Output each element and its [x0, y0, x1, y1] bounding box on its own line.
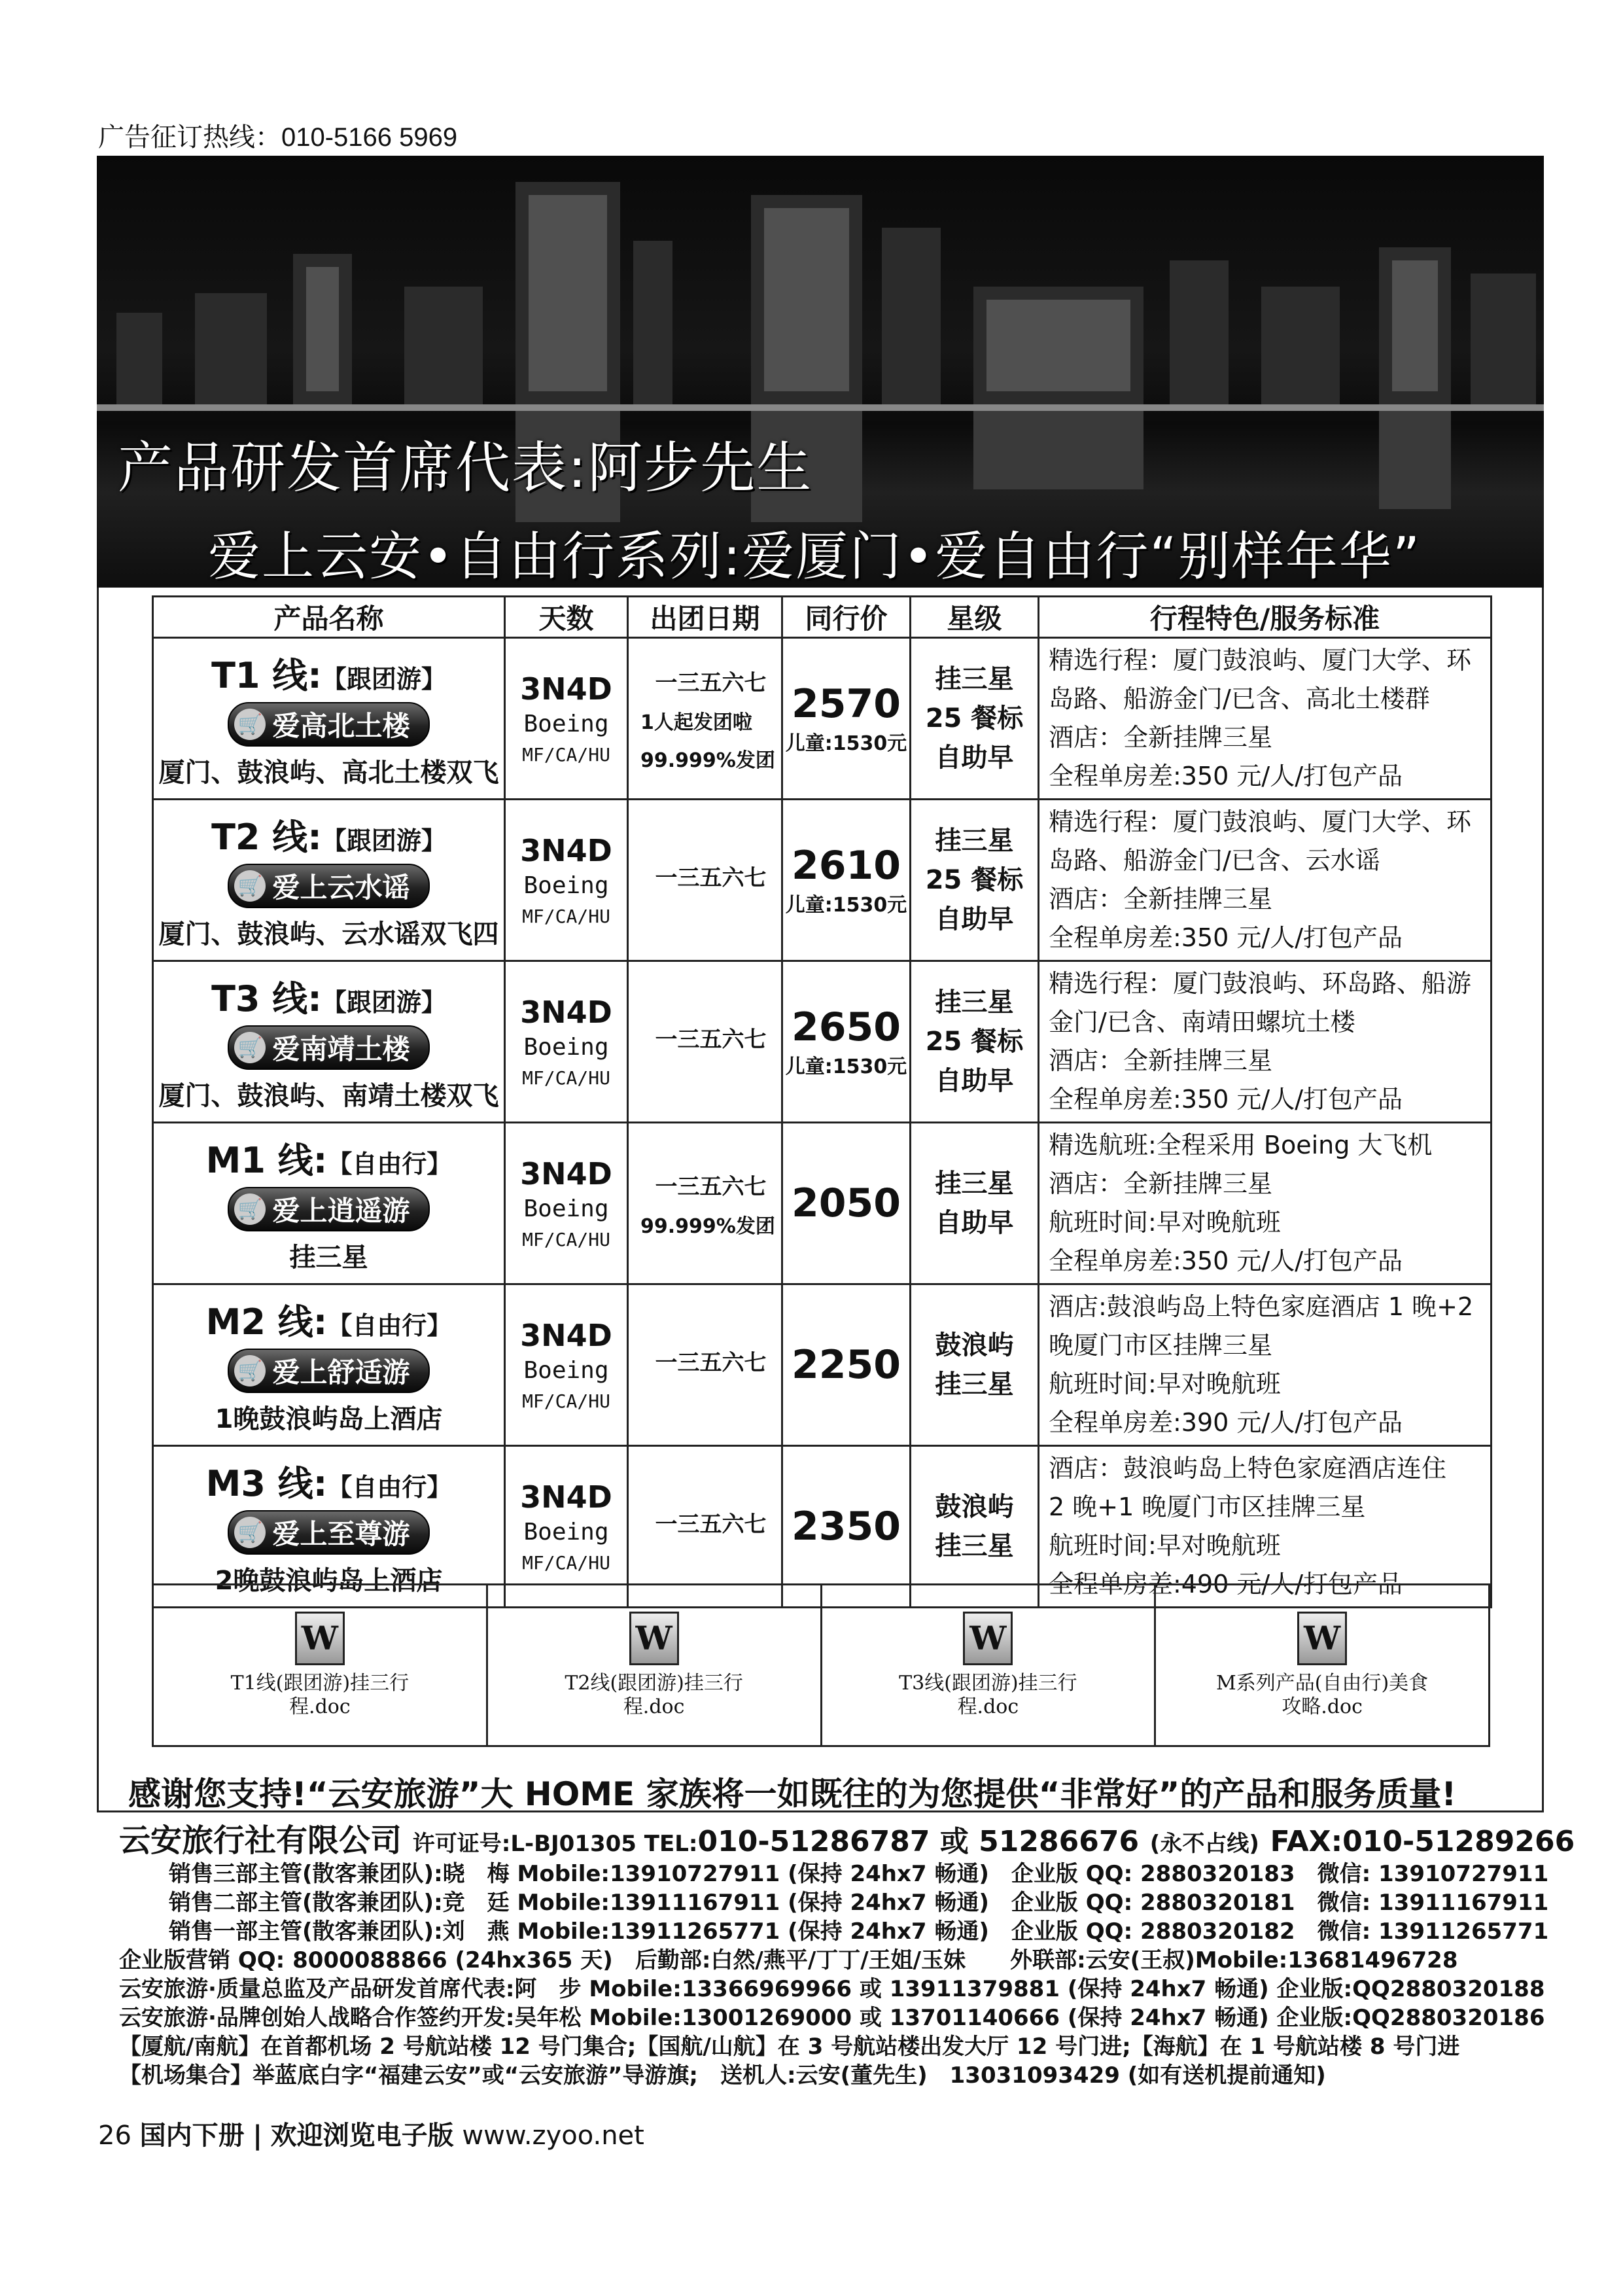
line-name: M3 线: [205, 1463, 328, 1504]
feature-line: 精选航班:全程采用 Boeing 大飞机 [1049, 1131, 1433, 1159]
price-cell [782, 1123, 911, 1284]
product-badge-button[interactable] [228, 702, 429, 747]
feature-line: 精选行程：厦门鼓浪屿、厦门大学、环 [1049, 807, 1472, 836]
duration-cell [505, 638, 628, 800]
feature-line: 酒店：全新挂牌三星 [1049, 1046, 1273, 1075]
cart-icon: 🛒 [234, 870, 266, 902]
star-info: 挂三星 [935, 987, 1014, 1017]
company-name: 云安旅行社有限公司 [119, 1822, 402, 1859]
ad-hotline: 广告征订热线：010-5166 5969 [98, 123, 458, 152]
line-name: M2 线: [205, 1301, 328, 1343]
header-cell: 天数 [505, 597, 628, 638]
badge-label: 爱上舒适游 [272, 1356, 410, 1388]
departure-days: 一三五六七 [655, 1026, 767, 1053]
duration-cell [505, 961, 628, 1123]
feature-line: 航班时间:早对晚航班 [1049, 1531, 1281, 1560]
badge-label: 爱上云水谣 [272, 872, 410, 904]
product-cell [153, 800, 505, 961]
airlines: MF/CA/HU [522, 1390, 610, 1412]
page-footer [98, 2115, 644, 2152]
badge-label: 爱上逍遥游 [272, 1195, 410, 1227]
product-table [152, 595, 1492, 1608]
line-name: M1 线: [205, 1140, 328, 1181]
feature-line: 岛路、船游金门/已含、云水谣 [1049, 846, 1380, 875]
table-row [153, 961, 1492, 1123]
word-doc-icon: W [295, 1612, 345, 1665]
duration: 3N4D [520, 1318, 612, 1353]
departure-cell [628, 961, 782, 1123]
price-cell [782, 638, 911, 800]
star-info: 25 餐标 [925, 703, 1024, 733]
doc-name: T3线(跟团游)挂三行程.doc [899, 1672, 1077, 1718]
footer-text: 欢迎浏览电子版 [270, 2121, 454, 2151]
section-name: 国内下册 [139, 2121, 245, 2151]
contact-line: 销售三部主管(散客兼团队):晓 梅 Mobile:13910727911 (保持 24hx7 畅通) 企业版 QQ: 2880320183 微信: 13910727911 [169, 1861, 1549, 1887]
tour-type: 【跟团游】 [321, 988, 446, 1017]
price: 2610 [792, 843, 901, 889]
child-price: 儿童:1530元 [785, 894, 907, 917]
star-info: 挂三星 [935, 1369, 1014, 1400]
airlines: MF/CA/HU [522, 1229, 610, 1250]
duration: 3N4D [520, 1479, 612, 1515]
feature-line: 全程单房差:350 元/人/打包产品 [1049, 923, 1403, 952]
route: 厦门、鼓浪屿、南靖土楼双飞 [158, 1081, 499, 1111]
doc-name: T2线(跟团游)挂三行程.doc [565, 1672, 743, 1718]
badge-label: 爱南靖土楼 [272, 1033, 410, 1065]
child-price: 儿童:1530元 [785, 732, 907, 755]
star-info: 25 餐标 [925, 865, 1024, 895]
contact-line: 销售一部主管(散客兼团队):刘 燕 Mobile:13911265771 (保持 24hx7 畅通) 企业版 QQ: 2880320182 微信: 13911265771 [169, 1918, 1549, 1945]
doc-attachment[interactable] [487, 1585, 821, 1746]
price-cell [782, 961, 911, 1123]
departure-days: 一三五六七 [655, 1173, 767, 1200]
word-doc-icon: W [629, 1612, 679, 1665]
duration-cell [505, 800, 628, 961]
thanks-message: 感谢您支持!“云安旅游”大 HOME 家族将一如既往的为您提供“非常好”的产品和服务质量! [128, 1775, 1457, 1813]
divider: | [253, 2121, 262, 2151]
feature-line: 全程单房差:350 元/人/打包产品 [1049, 1085, 1403, 1114]
feature-line: 航班时间:早对晚航班 [1049, 1208, 1281, 1237]
banner-subtitle: 爱上云安•自由行系列:爱厦门•爱自由行“别样年华” [208, 526, 1422, 587]
price: 2650 [792, 1004, 901, 1050]
star-cell [911, 961, 1039, 1123]
feature-line: 岛路、船游金门/已含、高北土楼群 [1049, 684, 1430, 713]
feature-line: 酒店：全新挂牌三星 [1049, 885, 1273, 913]
star-cell [911, 638, 1039, 800]
price: 2350 [792, 1504, 901, 1549]
airlines: MF/CA/HU [522, 1067, 610, 1089]
telephone: 010-51286787 或 51286676 [697, 1825, 1140, 1858]
star-info: 挂三星 [935, 1531, 1014, 1561]
tour-type: 【自由行】 [327, 1473, 452, 1502]
table-row [153, 638, 1492, 800]
departure-days: 一三五六七 [655, 669, 767, 696]
aircraft: Boeing [523, 872, 609, 899]
contact-line: 企业版营销 QQ: 8000088866 (24hx365 天) 后勤部:白然/燕平/丁丁/王姐/玉妹 外联部:云安(王叔)Mobile:13681496728 [119, 1947, 1458, 1973]
badge-label: 爱高北土楼 [272, 710, 410, 742]
aircraft: Boeing [523, 1195, 609, 1222]
doc-attachment[interactable] [153, 1585, 487, 1746]
product-cell [153, 1284, 505, 1446]
tour-type: 【跟团游】 [321, 665, 446, 694]
header-cell: 星级 [911, 597, 1039, 638]
cart-icon: 🛒 [234, 1032, 266, 1063]
features-cell [1039, 1284, 1492, 1446]
line-name: T3 线: [211, 978, 322, 1019]
company-line [119, 1815, 1575, 1860]
cart-icon: 🛒 [234, 1193, 266, 1225]
header-cell: 产品名称 [153, 597, 505, 638]
star-cell [911, 1123, 1039, 1284]
feature-line: 金门/已含、南靖田螺坑土楼 [1049, 1008, 1355, 1036]
product-badge-button[interactable] [228, 1187, 429, 1231]
departure-cell [628, 800, 782, 961]
license-number: 许可证号:L-BJ01305 TEL: [412, 1831, 698, 1857]
route: 1晚鼓浪屿岛上酒店 [215, 1404, 443, 1434]
word-doc-icon: W [1297, 1612, 1347, 1665]
contact-line: 【机场集合】举蓝底白字“福建云安”或“云安旅游”导游旗; 送机人:云安(董先生) 13031093429 (如有送机提前通知) [119, 2062, 1326, 2089]
telephone-note: (永不占线) [1149, 1831, 1259, 1857]
star-cell [911, 1284, 1039, 1446]
star-info: 挂三星 [935, 664, 1014, 694]
child-price: 儿童:1530元 [785, 1055, 907, 1078]
departure-cell [628, 1123, 782, 1284]
contact-line: 【厦航/南航】在首都机场 2 号航站楼 12 号门集合;【国航/山航】在 3 号航站楼出发大厅 12 号门进;【海航】在 1 号航站楼 8 号门进 [119, 2034, 1460, 2060]
badge-label: 爱上至尊游 [272, 1518, 410, 1550]
airlines: MF/CA/HU [522, 906, 610, 927]
departure-days: 一三五六七 [655, 1349, 767, 1376]
line-name: T1 线: [211, 655, 322, 696]
product-badge-button[interactable] [228, 1510, 429, 1555]
header-cell: 行程特色/服务标准 [1039, 597, 1492, 638]
route: 厦门、鼓浪屿、云水谣双飞四 [158, 919, 499, 949]
airlines: MF/CA/HU [522, 1552, 610, 1574]
departure-note: 99.999%发团 [640, 1214, 775, 1238]
feature-line: 全程单房差:490 元/人/打包产品 [1049, 1570, 1403, 1598]
feature-line: 精选行程：厦门鼓浪屿、环岛路、船游 [1049, 969, 1472, 998]
product-badge-button[interactable] [228, 864, 429, 908]
feature-line: 酒店:鼓浪屿岛上特色家庭酒店 1 晚+2 [1049, 1292, 1474, 1321]
feature-line: 2 晚+1 晚厦门市区挂牌三星 [1049, 1492, 1366, 1521]
price-cell [782, 1284, 911, 1446]
duration-cell [505, 1284, 628, 1446]
price: 2570 [792, 681, 901, 727]
price-cell [782, 800, 911, 961]
features-cell [1039, 1123, 1492, 1284]
duration: 3N4D [520, 671, 612, 707]
aircraft: Boeing [523, 711, 609, 737]
page-number: 26 [98, 2121, 131, 2151]
star-info: 自助早 [935, 743, 1014, 773]
features-cell [1039, 638, 1492, 800]
doc-name: T1线(跟团游)挂三行程.doc [230, 1672, 410, 1718]
feature-line: 全程单房差:350 元/人/打包产品 [1049, 762, 1403, 790]
duration: 3N4D [520, 833, 612, 868]
feature-line: 酒店：鼓浪屿岛上特色家庭酒店连住 [1049, 1454, 1447, 1483]
feature-line: 全程单房差:390 元/人/打包产品 [1049, 1408, 1403, 1437]
aircraft: Boeing [523, 1519, 609, 1545]
tour-type: 【自由行】 [327, 1311, 452, 1340]
departure-days: 一三五六七 [655, 864, 767, 891]
departure-note: 1人起发团啦 [640, 711, 752, 734]
tour-type: 【跟团游】 [321, 826, 446, 855]
header-cell: 出团日期 [628, 597, 782, 638]
price: 2050 [792, 1180, 901, 1226]
product-badge-button[interactable] [228, 1025, 429, 1070]
duration-cell [505, 1123, 628, 1284]
duration: 3N4D [520, 1156, 612, 1192]
product-cell [153, 961, 505, 1123]
cart-icon: 🛒 [234, 1355, 266, 1386]
line-name: T2 线: [211, 817, 322, 858]
fax: FAX:010-51289266 [1270, 1825, 1575, 1858]
header-cell: 同行价 [782, 597, 911, 638]
duration: 3N4D [520, 995, 612, 1030]
departure-days: 一三五六七 [655, 1511, 767, 1538]
contact-line: 销售二部主管(散客兼团队):竞 廷 Mobile:13911167911 (保持 24hx7 畅通) 企业版 QQ: 2880320181 微信: 13911167911 [169, 1890, 1549, 1916]
table-row [153, 800, 1492, 961]
star-info: 鼓浪屿 [935, 1330, 1014, 1360]
feature-line: 晚厦门市区挂牌三星 [1049, 1331, 1273, 1360]
aircraft: Boeing [523, 1357, 609, 1384]
word-doc-icon: W [963, 1612, 1013, 1665]
star-info: 25 餐标 [925, 1027, 1024, 1057]
contact-line: 云安旅游·品牌创始人战略合作签约开发:吴年松 Mobile:13001269000 或 13701140666 (保持 24hx7 畅通) 企业版:QQ2880320186 [119, 2005, 1545, 2031]
feature-line: 全程单房差:350 元/人/打包产品 [1049, 1246, 1403, 1275]
feature-line: 航班时间:早对晚航班 [1049, 1369, 1281, 1398]
airlines: MF/CA/HU [522, 744, 610, 766]
banner [97, 156, 1544, 588]
product-cell [153, 638, 505, 800]
feature-line: 酒店：全新挂牌三星 [1049, 1169, 1273, 1198]
features-cell [1039, 961, 1492, 1123]
attachments-row [152, 1583, 1490, 1747]
star-info: 鼓浪屿 [935, 1492, 1014, 1522]
star-info: 挂三星 [935, 826, 1014, 856]
departure-cell [628, 638, 782, 800]
cart-icon: 🛒 [234, 1517, 266, 1548]
doc-attachment[interactable] [1155, 1585, 1490, 1746]
star-info: 自助早 [935, 1208, 1014, 1238]
feature-line: 精选行程：厦门鼓浪屿、厦门大学、环 [1049, 646, 1472, 675]
star-info: 自助早 [935, 904, 1014, 934]
feature-line: 酒店：全新挂牌三星 [1049, 723, 1273, 752]
product-badge-button[interactable] [228, 1349, 429, 1393]
departure-cell [628, 1284, 782, 1446]
star-info: 自助早 [935, 1066, 1014, 1096]
website-link[interactable]: www.zyoo.net [462, 2121, 644, 2151]
banner-title: 产品研发首席代表:阿步先生 [118, 436, 813, 500]
contact-line: 云安旅游·质量总监及产品研发首席代表:阿 步 Mobile:13366969966 或 13911379881 (保持 24hx7 畅通) 企业版:QQ2880320188 [119, 1976, 1545, 2002]
features-cell [1039, 800, 1492, 961]
aircraft: Boeing [523, 1034, 609, 1061]
doc-attachment[interactable] [821, 1585, 1155, 1746]
star-info: 挂三星 [935, 1169, 1014, 1199]
table-row [153, 1123, 1492, 1284]
price: 2250 [792, 1342, 901, 1388]
star-cell [911, 800, 1039, 961]
product-cell [153, 1123, 505, 1284]
table-header-row [153, 597, 1492, 638]
route: 厦门、鼓浪屿、高北土楼双飞 [158, 758, 499, 788]
departure-note: 99.999%发团 [640, 749, 775, 772]
doc-name: M系列产品(自由行)美食攻略.doc [1216, 1672, 1429, 1718]
table-row [153, 1284, 1492, 1446]
route: 挂三星 [289, 1243, 368, 1273]
tour-type: 【自由行】 [327, 1150, 452, 1178]
route: 2晚鼓浪屿岛上酒店 [215, 1566, 443, 1596]
cart-icon: 🛒 [234, 709, 266, 740]
